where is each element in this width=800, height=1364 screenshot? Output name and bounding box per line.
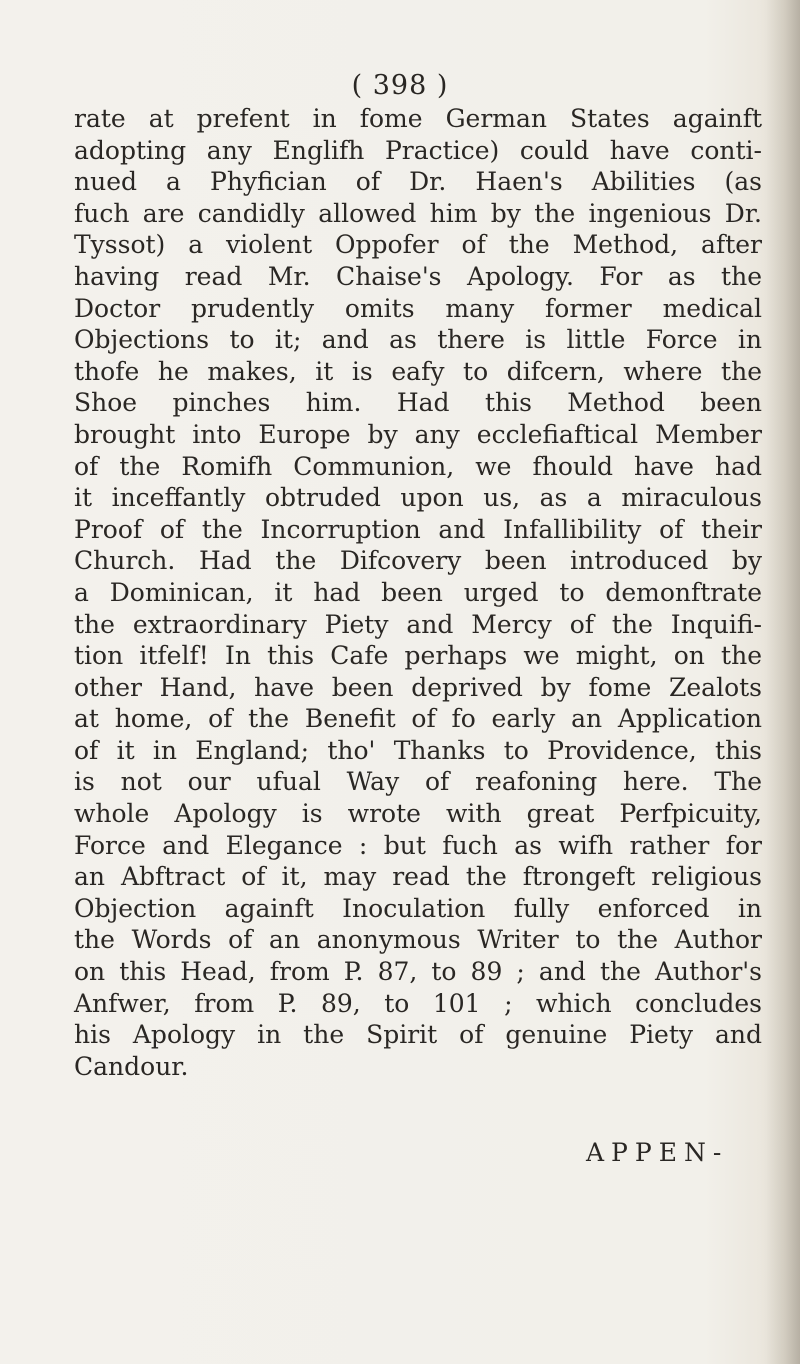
text-line: Candour. <box>74 1051 189 1081</box>
text-line: tion itfelf! In this Cafe perhaps we might, on the <box>74 641 762 671</box>
text-line: of it in England; tho' Thanks to Providence, this <box>74 735 762 765</box>
text-line: other Hand, have been deprived by fome Zealots <box>74 672 762 702</box>
gutter-shadow <box>766 0 800 1364</box>
text-line: Anfwer, from P. 89, to 101 ; which concludes <box>74 988 762 1018</box>
text-line: thofe he makes, it is eafy to difcern, where the <box>74 356 762 386</box>
text-line: a Dominican, it had been urged to demonftrate <box>74 577 762 607</box>
text-line: having read Mr. Chaise's Apology. For as the <box>74 261 762 291</box>
text-line: Shoe pinches him. Had this Method been <box>74 388 762 418</box>
text-line: Doctor prudently omits many former medical <box>74 293 762 323</box>
text-line: brought into Europe by any ecclefiaftical Member <box>74 419 762 449</box>
text-line: Objections to it; and as there is little Force in <box>74 325 762 355</box>
body-text <box>74 103 762 1082</box>
text-line: is not our ufual Way of reafoning here. The <box>74 767 762 797</box>
text-line: nued a Phyfician of Dr. Haen's Abilities (as <box>74 167 762 197</box>
text-line: the Words of an anonymous Writer to the Author <box>74 925 762 955</box>
text-line: whole Apology is wrote with great Perfpicuity, <box>74 799 762 829</box>
text-line: an Abftract of it, may read the ftrongeft religious <box>74 862 762 892</box>
text-line: at home, of the Benefit of fo early an Application <box>74 704 762 734</box>
text-line: of the Romifh Communion, we fhould have had <box>74 451 762 481</box>
page-number: ( 398 ) <box>351 70 449 101</box>
text-line: rate at prefent in fome German States againft <box>74 104 762 133</box>
text-line: the extraordinary Piety and Mercy of the Inquifi- <box>74 609 762 639</box>
text-line: Objection againft Inoculation fully enforced in <box>74 893 762 923</box>
text-line: adopting any Englifh Practice) could have conti- <box>74 135 762 165</box>
text-line: it inceffantly obtruded upon us, as a miraculous <box>74 483 762 513</box>
text-line: his Apology in the Spirit of genuine Piety and <box>74 1020 762 1050</box>
text-line: Tyssot) a violent Oppofer of the Method, after <box>74 230 762 260</box>
text-line: Church. Had the Difcovery been introduced by <box>74 546 762 576</box>
text-line: Force and Elegance : but fuch as wifh rather for <box>74 830 762 860</box>
text-line: fuch are candidly allowed him by the ingenious Dr. <box>74 198 762 228</box>
text-line: Proof of the Incorruption and Infallibility of their <box>74 514 762 544</box>
catchword: APPEN- <box>586 1138 729 1167</box>
text-line: on this Head, from P. 87, to 89 ; and the Author's <box>74 957 762 987</box>
